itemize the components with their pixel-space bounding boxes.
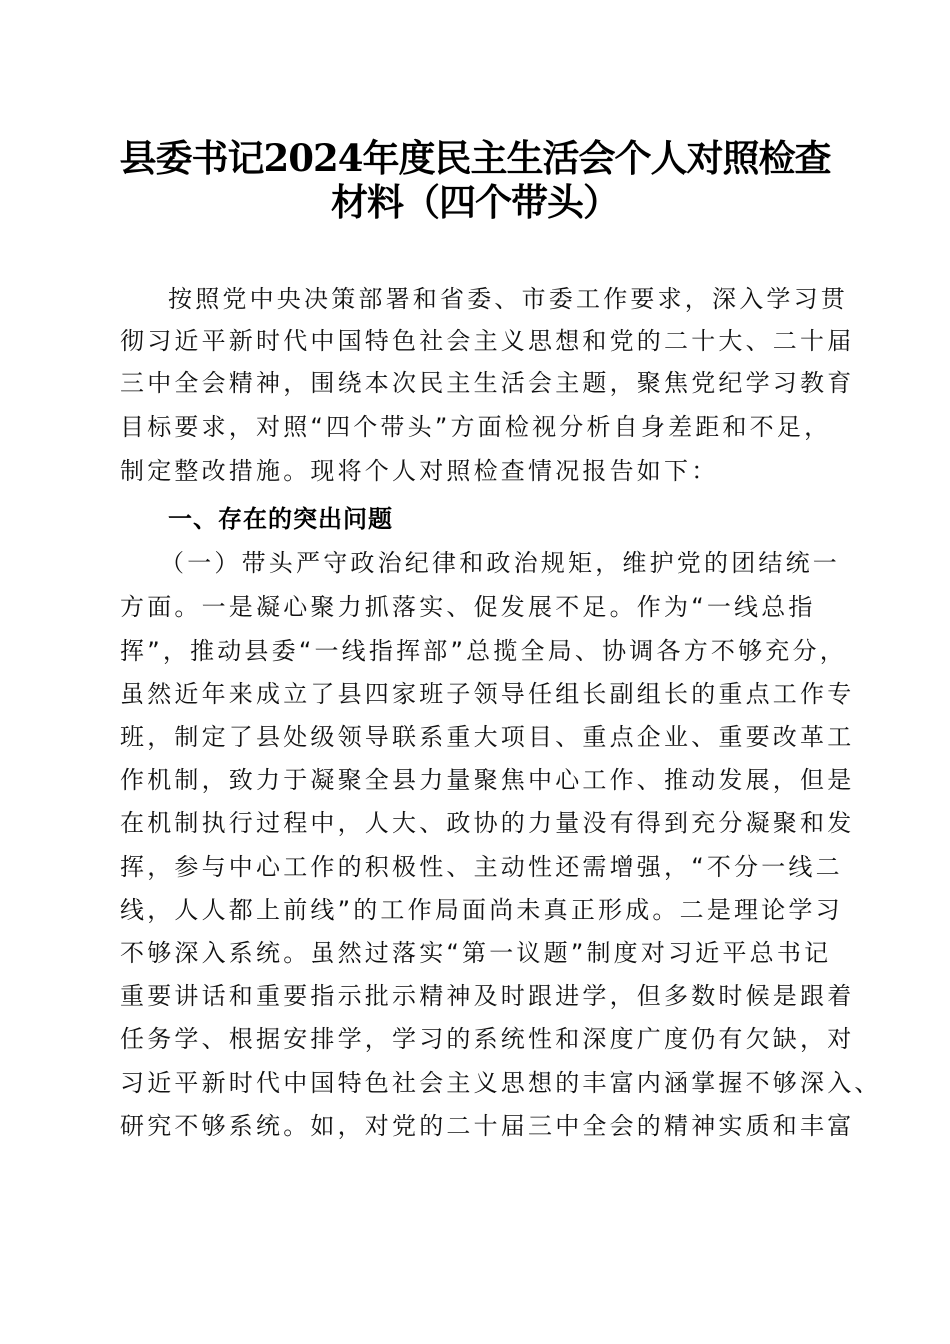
body-paragraph-line: 班，制定了县处级领导联系重大项目、重点企业、重要改革工 — [120, 723, 855, 751]
intro-paragraph-line: 三中全会精神，围绕本次民主生活会主题，聚焦党纪学习教育 — [120, 369, 855, 397]
intro-paragraph-line: 目标要求，对照“四个带头”方面检视分析自身差距和不足， — [120, 413, 832, 441]
intro-paragraph-line: 按照党中央决策部署和省委、市委工作要求，深入学习贯 — [168, 285, 848, 313]
document-title-line-1: 县委书记2024年度民主生活会个人对照检查 — [119, 136, 831, 180]
body-paragraph-line: 虽然近年来成立了县四家班子领导任组长副组长的重点工作专 — [120, 680, 855, 708]
body-paragraph-line: 习近平新时代中国特色社会主义思想的丰富内涵掌握不够深入、 — [120, 1069, 882, 1097]
body-paragraph-line: 重要讲话和重要指示批示精神及时跟进学，但多数时候是跟着 — [120, 982, 855, 1010]
document-title-line-2: 材料（四个带头） — [331, 180, 619, 224]
body-paragraph-line: 研究不够系统。如，对党的二十届三中全会的精神实质和丰富 — [120, 1112, 855, 1140]
body-paragraph-line: 任务学、根据安排学，学习的系统性和深度广度仍有欠缺，对 — [120, 1025, 855, 1053]
intro-paragraph-line: 制定整改措施。现将个人对照检查情况报告如下： — [120, 457, 719, 485]
body-paragraph-line: 方面。一是凝心聚力抓落实、促发展不足。作为“一线总指 — [120, 593, 816, 621]
intro-paragraph-line: 彻习近平新时代中国特色社会主义思想和党的二十大、二十届 — [120, 327, 855, 355]
body-paragraph-line: 挥”，推动县委“一线指挥部”总揽全局、协调各方不够充分， — [120, 637, 847, 665]
body-paragraph-line: 作机制，致力于凝聚全县力量聚焦中心工作、推动发展，但是 — [120, 766, 855, 794]
body-paragraph-line: 不够深入系统。虽然过落实“第一议题”制度对习近平总书记 — [120, 939, 832, 967]
body-paragraph-line: 线，人人都上前线”的工作局面尚未真正形成。二是理论学习 — [120, 896, 843, 924]
body-paragraph-line: 在机制执行过程中，人大、政协的力量没有得到充分凝聚和发 — [120, 809, 855, 837]
body-paragraph-line: （一）带头严守政治纪律和政治规矩，维护党的团结统一 — [160, 549, 840, 577]
section-heading: 一、存在的突出问题 — [168, 505, 393, 533]
body-paragraph-line: 挥，参与中心工作的积极性、主动性还需增强，“不分一线二 — [120, 853, 843, 881]
